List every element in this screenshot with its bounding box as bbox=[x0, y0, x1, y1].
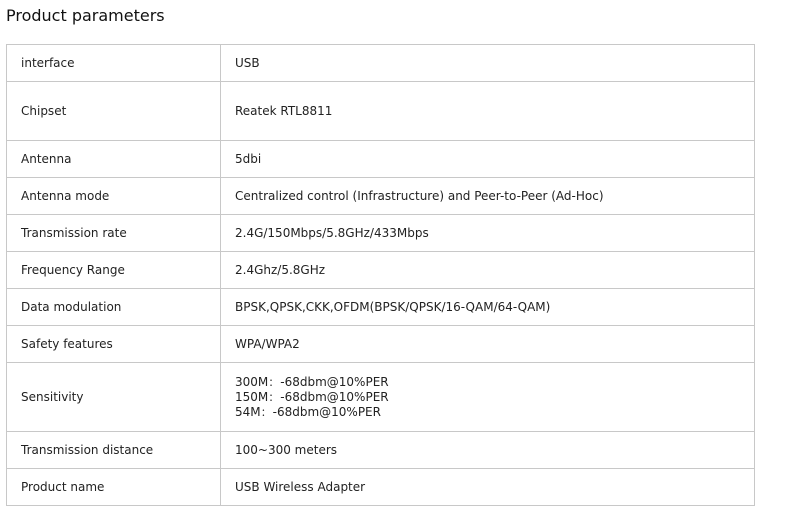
table-row-safety-features bbox=[7, 326, 755, 363]
param-label: Safety features bbox=[7, 326, 221, 363]
param-value bbox=[221, 82, 755, 141]
table-row-transmission-rate bbox=[7, 215, 755, 252]
param-label: interface bbox=[7, 45, 221, 82]
value-line: 100~300 meters bbox=[235, 442, 338, 457]
value-line: WPA/WPA2 bbox=[235, 336, 300, 351]
value-line: BPSK,QPSK,CKK,OFDM(BPSK/QPSK/16-QAM/64-QAM) bbox=[235, 299, 551, 314]
table-row-transmission-distance bbox=[7, 432, 755, 469]
table-row-antenna-mode bbox=[7, 178, 755, 215]
value-line: 54M：-68dbm@10%PER bbox=[235, 404, 381, 419]
table-row-sensitivity bbox=[7, 363, 755, 432]
param-label: Sensitivity bbox=[7, 363, 221, 432]
table-row-frequency-range bbox=[7, 252, 755, 289]
param-label: Frequency Range bbox=[7, 252, 221, 289]
product-parameters-table bbox=[6, 44, 755, 506]
param-label: Transmission rate bbox=[7, 215, 221, 252]
table-row-product-name bbox=[7, 469, 755, 506]
value-line: USB bbox=[235, 55, 260, 70]
value-line: 300M：-68dbm@10%PER bbox=[235, 374, 389, 389]
value-line: Reatek RTL8811 bbox=[235, 103, 333, 118]
param-label: Transmission distance bbox=[7, 432, 221, 469]
value-line: USB Wireless Adapter bbox=[235, 479, 366, 494]
param-value bbox=[221, 326, 755, 363]
param-value bbox=[221, 215, 755, 252]
value-line: 2.4G/150Mbps/5.8GHz/433Mbps bbox=[235, 225, 429, 240]
param-value bbox=[221, 289, 755, 326]
table-row-data-modulation bbox=[7, 289, 755, 326]
param-value bbox=[221, 252, 755, 289]
param-value bbox=[221, 178, 755, 215]
param-value bbox=[221, 141, 755, 178]
table-row-chipset bbox=[7, 82, 755, 141]
value-line: 5dbi bbox=[235, 151, 262, 166]
table-row-interface bbox=[7, 45, 755, 82]
param-label: Chipset bbox=[7, 82, 221, 141]
param-value bbox=[221, 45, 755, 82]
param-label: Product name bbox=[7, 469, 221, 506]
value-line: 150M：-68dbm@10%PER bbox=[235, 389, 389, 404]
page-title: Product parameters bbox=[6, 6, 165, 25]
table-body bbox=[7, 45, 755, 506]
param-label: Data modulation bbox=[7, 289, 221, 326]
table-row-antenna bbox=[7, 141, 755, 178]
param-label: Antenna bbox=[7, 141, 221, 178]
param-label: Antenna mode bbox=[7, 178, 221, 215]
value-line: 2.4Ghz/5.8GHz bbox=[235, 262, 326, 277]
param-value bbox=[221, 469, 755, 506]
value-line: Centralized control (Infrastructure) and Peer-to-Peer (Ad-Hoc) bbox=[235, 188, 604, 203]
param-value bbox=[221, 432, 755, 469]
param-value bbox=[221, 363, 755, 432]
